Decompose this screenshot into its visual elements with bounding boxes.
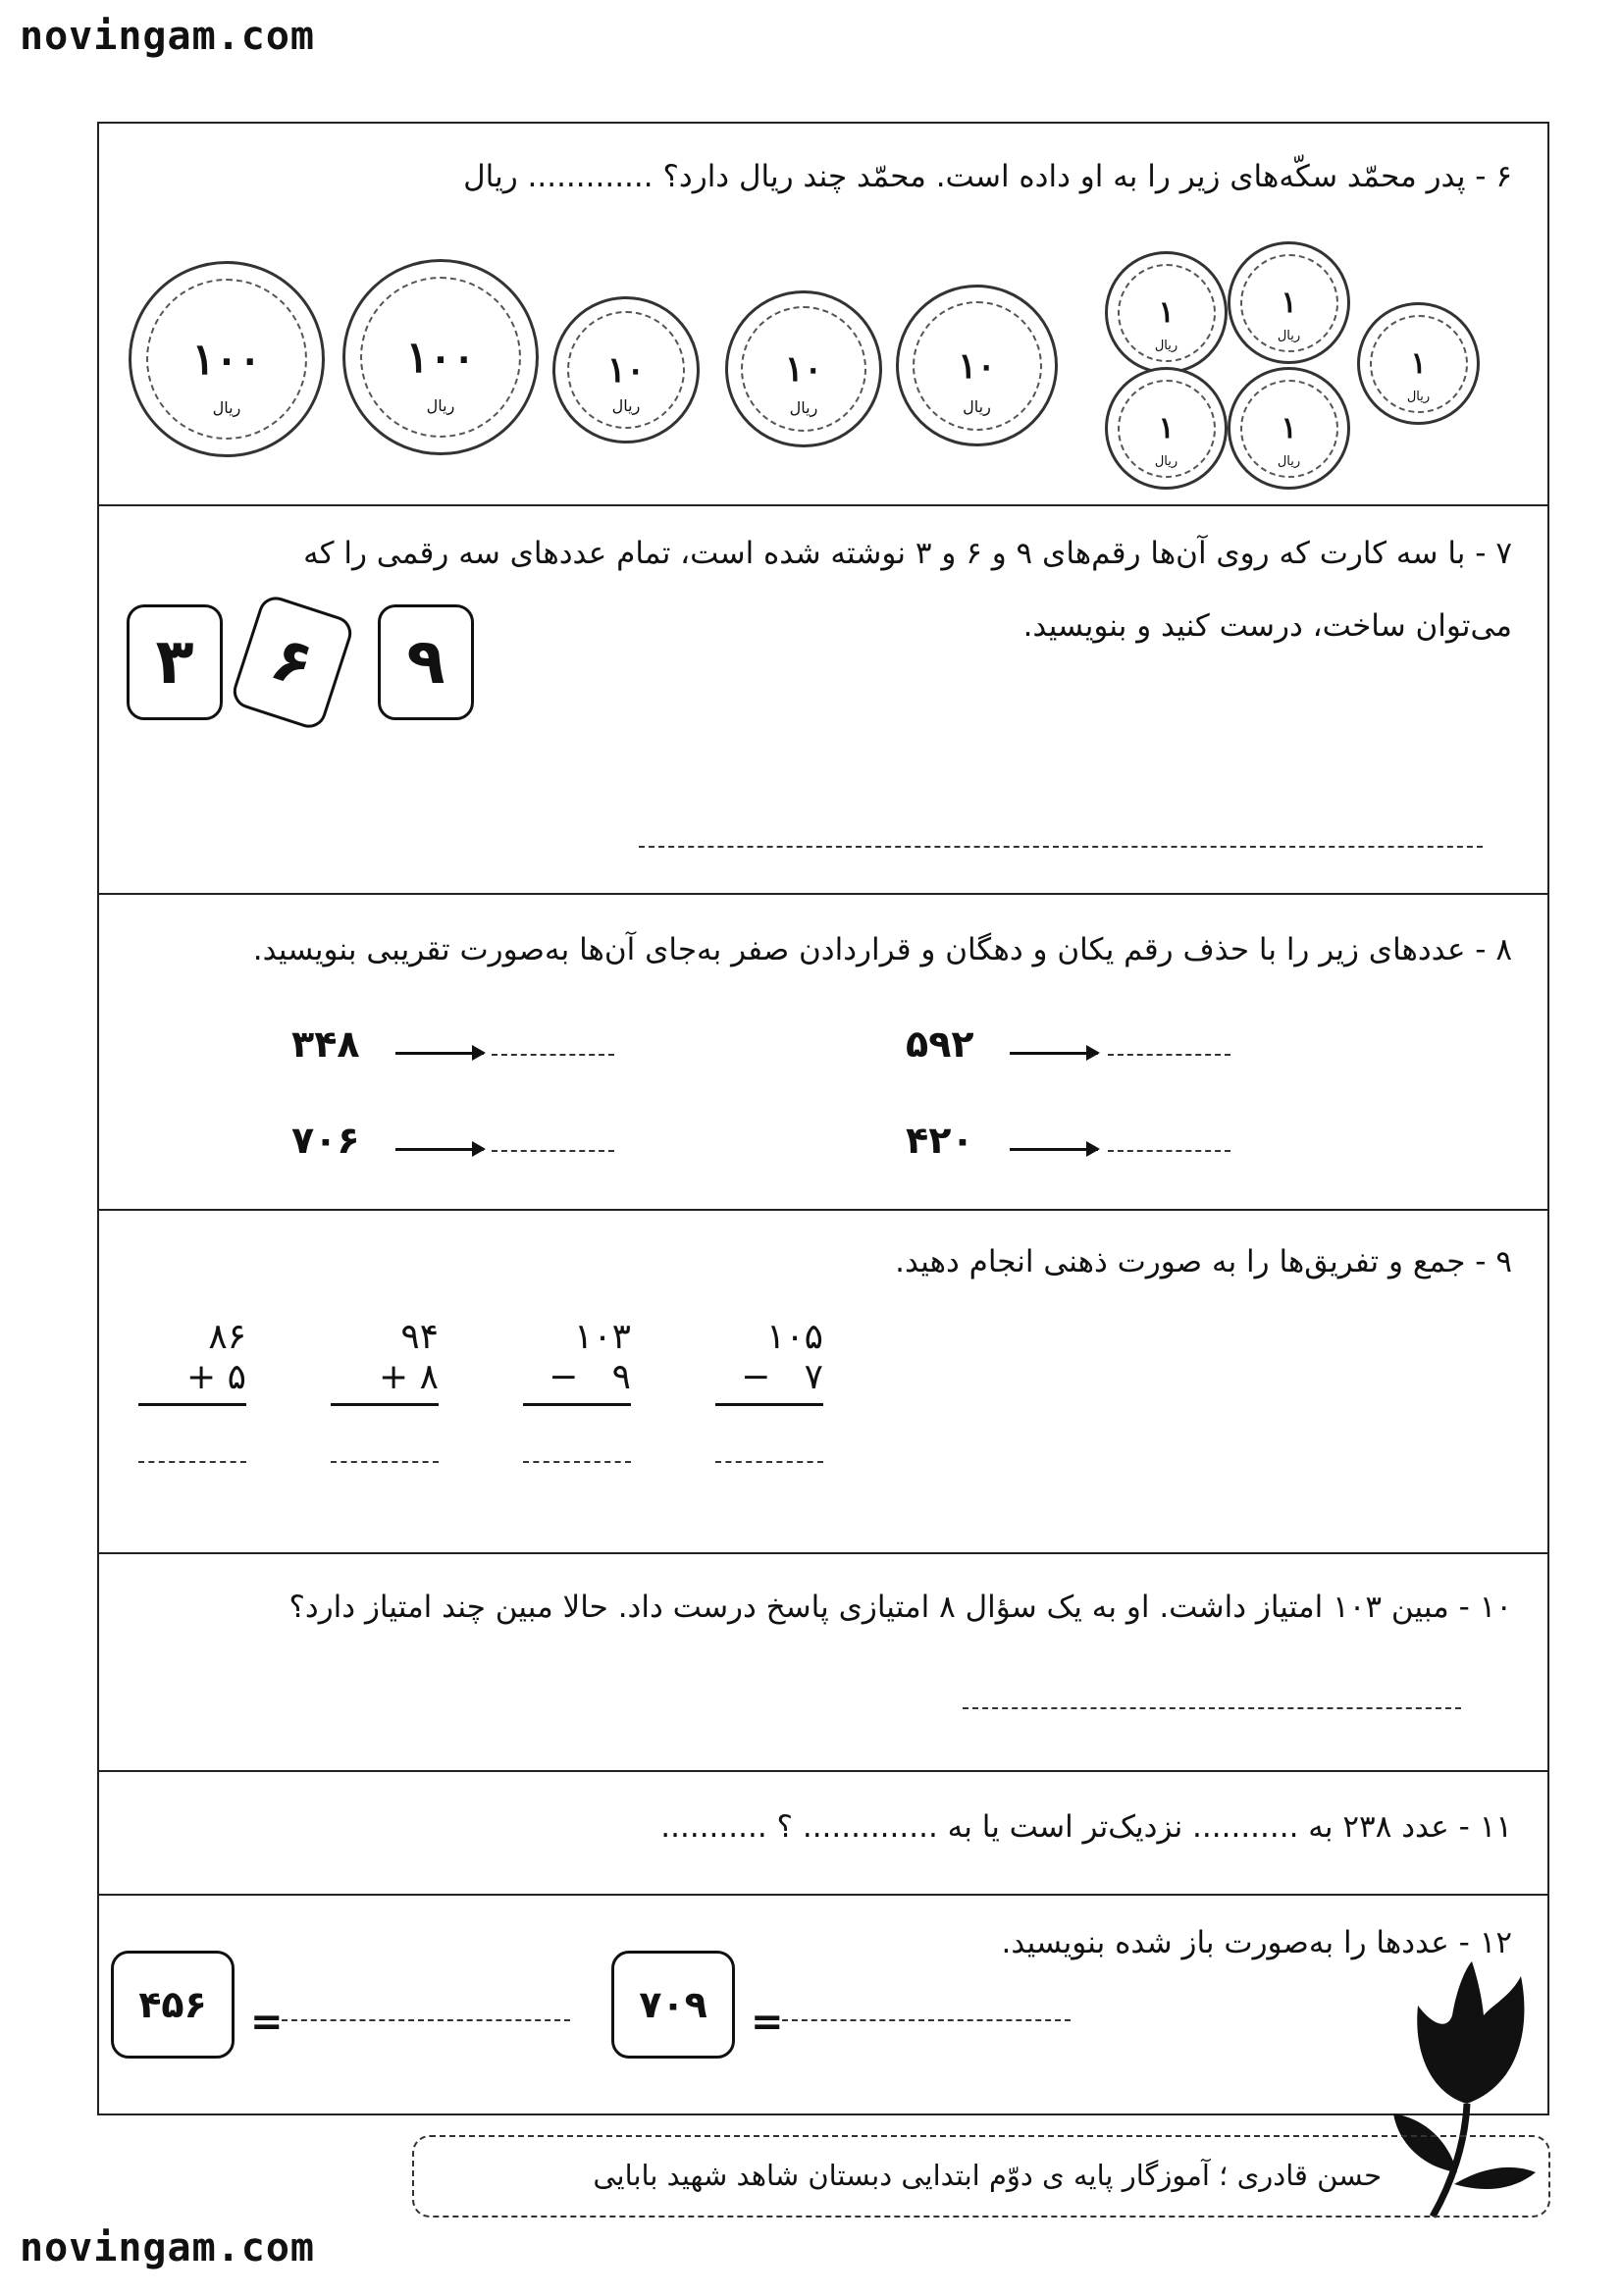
number-box: ۷۰۹ bbox=[611, 1951, 735, 2059]
digit-card: ۶ bbox=[229, 593, 356, 733]
question-7-text: ۷ - با سه کارت که روی آن‌ها رقم‌های ۹ و ۶ و ۳ نوشته شده است، تمام عددهای سه رقمی را که bbox=[303, 536, 1512, 571]
coin-100: ۱۰۰ ریال bbox=[342, 259, 539, 455]
coin-10: ۱۰ ریال bbox=[725, 290, 882, 447]
footer-credit-box bbox=[412, 2135, 1550, 2218]
arrow-icon bbox=[1010, 1148, 1098, 1151]
answer-line[interactable] bbox=[492, 1054, 614, 1056]
coin-100: ۱۰۰ ریال bbox=[129, 261, 325, 457]
answer-line[interactable] bbox=[282, 2019, 570, 2021]
subtraction-problem: ۱۰۵ − ۷ bbox=[715, 1317, 823, 1463]
site-watermark-bottom: novingam.com bbox=[20, 2225, 315, 2270]
question-12 bbox=[99, 1896, 1547, 2115]
coin-10: ۱۰ ریال bbox=[552, 296, 700, 444]
subtraction-problem: ۱۰۳ − ۹ bbox=[523, 1317, 631, 1463]
question-10-text: ۱۰ - مبین ۱۰۳ امتیاز داشت. او به یک سؤال ۸ امتیازی پاسخ درست داد. حالا مبین چند امتیاز دارد؟ bbox=[288, 1590, 1512, 1625]
answer-line[interactable] bbox=[492, 1150, 614, 1152]
answer-line[interactable] bbox=[639, 846, 1483, 848]
digit-card: ۹ bbox=[378, 604, 474, 720]
number-348: ۳۴۸ bbox=[291, 1022, 360, 1066]
coin-1: ۱ ریال bbox=[1105, 367, 1228, 490]
number-706: ۷۰۶ bbox=[291, 1119, 360, 1162]
coin-1: ۱ ریال bbox=[1357, 302, 1480, 425]
question-8 bbox=[99, 895, 1547, 1211]
number-420: ۴۲۰ bbox=[906, 1119, 974, 1162]
answer-line[interactable] bbox=[331, 1461, 439, 1463]
coin-1: ۱ ریال bbox=[1228, 241, 1350, 364]
answer-line[interactable] bbox=[138, 1461, 246, 1463]
question-9 bbox=[99, 1211, 1547, 1554]
question-11 bbox=[99, 1772, 1547, 1896]
question-7 bbox=[99, 506, 1547, 895]
question-10 bbox=[99, 1554, 1547, 1772]
addition-problem: ۸۶ + ۵ bbox=[138, 1317, 246, 1463]
number-box: ۴۵۶ bbox=[111, 1951, 235, 2059]
answer-line[interactable] bbox=[782, 2019, 1071, 2021]
question-6-text: ۶ - پدر محمّد سکّه‌های زیر را به او داده است. محمّد چند ریال دارد؟ ............. ریال bbox=[463, 159, 1512, 194]
site-watermark-top: novingam.com bbox=[20, 14, 315, 59]
addition-problem: ۹۴ + ۸ bbox=[331, 1317, 439, 1463]
worksheet bbox=[97, 122, 1549, 2115]
coin-10: ۱۰ ریال bbox=[896, 285, 1058, 446]
equals-sign: = bbox=[751, 2000, 784, 2045]
question-11-text: ۱۱ - عدد ۲۳۸ به ........... نزدیک‌تر است یا به .............. ؟ ........... bbox=[660, 1809, 1512, 1845]
arrow-icon bbox=[395, 1148, 484, 1151]
coin-1: ۱ ریال bbox=[1228, 367, 1350, 490]
digit-card: ۳ bbox=[127, 604, 223, 720]
answer-line[interactable] bbox=[1108, 1150, 1230, 1152]
answer-line[interactable] bbox=[1108, 1054, 1230, 1056]
question-9-text: ۹ - جمع و تفریق‌ها را به صورت ذهنی انجام دهید. bbox=[895, 1244, 1512, 1279]
arrow-icon bbox=[1010, 1052, 1098, 1055]
equals-sign: = bbox=[250, 2000, 284, 2045]
footer-credit: حسن قادری ؛ آموزگار پایه ی دوّم ابتدایی دبستان شاهد شهید بابایی bbox=[593, 2159, 1382, 2192]
question-8-text: ۸ - عددهای زیر را با حذف رقم یکان و دهگان و قراردادن صفر به‌جای آن‌ها به‌صورت تقریبی بنویسید. bbox=[252, 932, 1512, 967]
answer-line[interactable] bbox=[523, 1461, 631, 1463]
answer-line[interactable] bbox=[963, 1707, 1461, 1709]
question-7-text: می‌توان ساخت، درست کنید و بنویسید. bbox=[1022, 608, 1512, 644]
question-6 bbox=[99, 124, 1547, 506]
answer-line[interactable] bbox=[715, 1461, 823, 1463]
coin-1: ۱ ریال bbox=[1105, 251, 1228, 374]
number-592: ۵۹۲ bbox=[906, 1022, 974, 1066]
arrow-icon bbox=[395, 1052, 484, 1055]
question-12-text: ۱۲ - عددها را به‌صورت باز شده بنویسید. bbox=[1001, 1925, 1512, 1960]
